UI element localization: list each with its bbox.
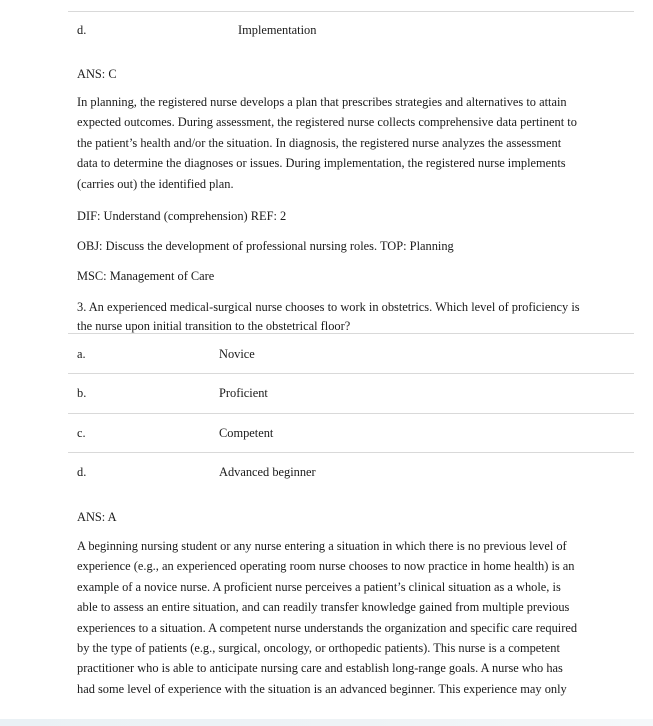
options-table-rule bbox=[68, 373, 634, 374]
option-letter: b. bbox=[77, 386, 87, 400]
options-table-rule bbox=[68, 452, 634, 453]
option-text: Implementation bbox=[238, 23, 317, 37]
option-letter: d. bbox=[77, 23, 87, 37]
question-stem-line2: the nurse upon initial transition to the obstetrical floor? bbox=[77, 319, 351, 333]
option-text: Proficient bbox=[219, 386, 268, 400]
option-letter: d. bbox=[77, 465, 87, 479]
option-text: Competent bbox=[219, 426, 274, 440]
msc-category: MSC: Management of Care bbox=[77, 269, 215, 283]
table-top-rule bbox=[68, 11, 634, 12]
option-text: Novice bbox=[219, 347, 255, 361]
page-bottom-edge bbox=[0, 719, 653, 726]
option-letter: a. bbox=[77, 347, 86, 361]
options-table-rule bbox=[68, 333, 634, 334]
options-table-rule bbox=[68, 413, 634, 414]
option-letter: c. bbox=[77, 426, 86, 440]
option-text: Advanced beginner bbox=[219, 465, 316, 479]
answer-key: ANS: C bbox=[77, 67, 117, 81]
rationale-paragraph: A beginning nursing student or any nurse entering a situation in which there is no previous level of experience (e.g., an experienced operating room nurse chooses to now practice in home health) is an example of a novice nurse. A proficient nurse perceives a patient’s clinical situation as a whole, is able to assess an entire situation, and can readily transfer knowledge gained from multiple previous experiences to a situation. A competent nurse understands the organization and specific care required by the type of patients (e.g., surgical, oncology, or orthopedic patients). This nurse is a competent practitioner who is able to anticipate nursing care and establish long-range goals. A nurse who has had some level of experience with the situation is an advanced beginner. This experience may only bbox=[77, 539, 578, 696]
question-stem-line1: 3. An experienced medical-surgical nurse chooses to work in obstetrics. Which level of proficiency is bbox=[77, 300, 580, 314]
rationale-paragraph: In planning, the registered nurse develops a plan that prescribes strategies and alternatives to attain expected outcomes. During assessment, the registered nurse collects comprehensive data pertinent to the patient’s health and/or the situation. In diagnosis, the registered nurse analyzes the assessment data to determine the diagnoses or issues. During implementation, the registered nurse implements (carries out) the identified plan. bbox=[77, 95, 577, 191]
objective-topic: OBJ: Discuss the development of professional nursing roles. TOP: Planning bbox=[77, 239, 454, 253]
difficulty-reference: DIF: Understand (comprehension) REF: 2 bbox=[77, 209, 287, 223]
answer-key: ANS: A bbox=[77, 510, 117, 524]
